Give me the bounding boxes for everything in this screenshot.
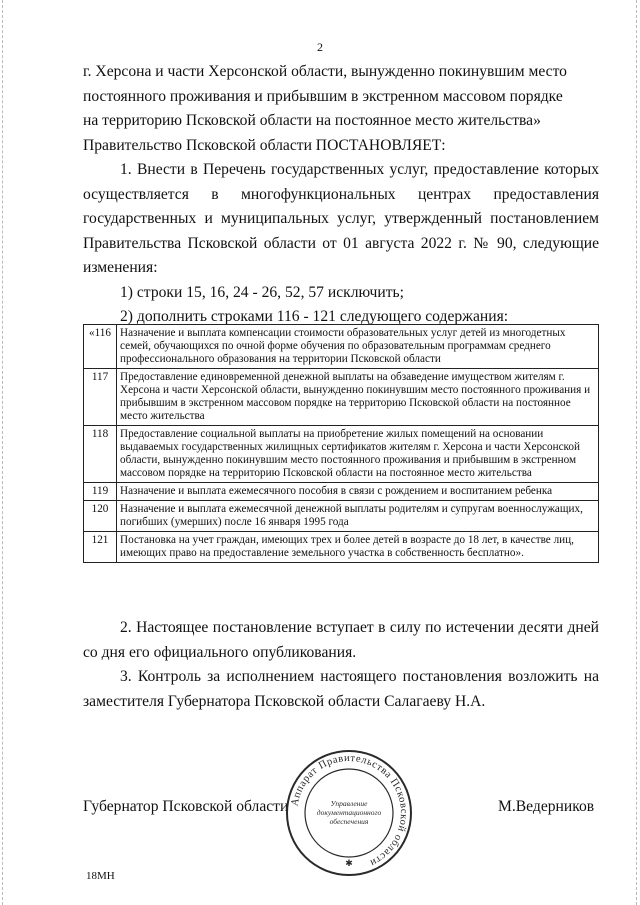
clause-1-item-2: 2) дополнить строками 116 - 121 следующего содержания: — [120, 308, 509, 325]
footer-code: 18МН — [86, 870, 115, 882]
services-table — [83, 324, 599, 563]
seal-inner-line-1: Управление — [330, 799, 368, 808]
row-number: 121 — [84, 532, 117, 563]
document-body — [83, 60, 599, 330]
signatory-name: М.Ведерников — [498, 798, 595, 815]
intro-line-4: Правительство Псковской области ПОСТАНОВЛЯЕТ: — [83, 136, 446, 154]
seal-inner-line-3: обеспечения — [329, 817, 369, 826]
clause-2: 2. Настоящее постановление вступает в силу по истечении десяти дней со дня его официального опубликования. — [83, 619, 599, 661]
row-number: «116 — [84, 325, 117, 369]
intro-line-2: постоянного проживания и прибывшим в экстренном массовом порядке — [83, 87, 563, 105]
intro-line-1: г. Херсона и части Херсонской области, вынужденно покинувшим место — [83, 63, 567, 80]
page-number: 2 — [317, 40, 323, 54]
row-number: 118 — [84, 426, 117, 483]
row-text: Предоставление социальной выплаты на приобретение жилых помещений на основании выдаваемых государственных жилищных сертификатов жителям г. Херсона и части Херсонской области, вынужденно покинувшим место постоянного проживания и прибывшим в экстренном массовом порядке на территорию Псковской области на постоянное место жительства — [117, 426, 599, 483]
table-row — [84, 483, 599, 501]
seal-inner-line-2: документационного — [316, 808, 382, 817]
seal-outer-text: Аппарат Правительства Псковской области — [289, 752, 410, 869]
official-seal — [284, 748, 414, 878]
row-text: Предоставление единовременной денежной выплаты на обзаведение имуществом жителям г. Херсона и части Херсонской области, вынужденно покинувшим место постоянного проживания и прибывшим в экстренном массовом порядке на территорию Псковской области на постоянное место жительства — [117, 369, 599, 426]
row-number: 119 — [84, 483, 117, 501]
right-margin-line — [636, 0, 638, 905]
signatory-position: Губернатор Псковской области — [83, 798, 289, 815]
row-number: 120 — [84, 501, 117, 532]
row-number: 117 — [84, 369, 117, 426]
row-text: Постановка на учет граждан, имеющих трех и более детей в возрасте до 18 лет, в качестве лиц, имеющих право на предоставление земельного участка в собственность бесплатно». — [117, 532, 599, 563]
left-margin-line — [2, 0, 4, 905]
table-row — [84, 325, 599, 369]
table-row — [84, 369, 599, 426]
clause-3: 3. Контроль за исполнением настоящего постановления возложить на заместителя Губернатора Псковской области Салагаеву Н.А. — [83, 668, 599, 710]
table-row — [84, 501, 599, 532]
intro-line-3: на территорию Псковской области на постоянное место жительства» — [83, 112, 541, 129]
closing-clauses — [83, 616, 599, 714]
clause-1-item-1: 1) строки 15, 16, 24 - 26, 52, 57 исключить; — [120, 283, 404, 301]
row-text: Назначение и выплата ежемесячной денежной выплаты родителям и супругам военнослужащих, погибших (умерших) после 16 января 1995 года — [117, 501, 599, 532]
row-text: Назначение и выплата компенсации стоимости образовательных услуг детей из многодетных семей, обучающихся по очной форме обучения по образовательным программам среднего профессионального образования на территории Псковской области — [117, 325, 599, 369]
seal-star-icon: ✱ — [345, 859, 353, 869]
table-row — [84, 426, 599, 483]
row-text: Назначение и выплата ежемесячного пособия в связи с рождением и воспитанием ребенка — [117, 483, 599, 501]
clause-1: 1. Внести в Перечень государственных услуг, предоставление которых осуществляется в многофункциональных центрах предоставления государственных и муниципальных услуг, утвержденный постановлением Правительства Псковской области от 01 августа 2022 г. № 90, следующие изменения: — [83, 161, 599, 276]
table-row — [84, 532, 599, 563]
